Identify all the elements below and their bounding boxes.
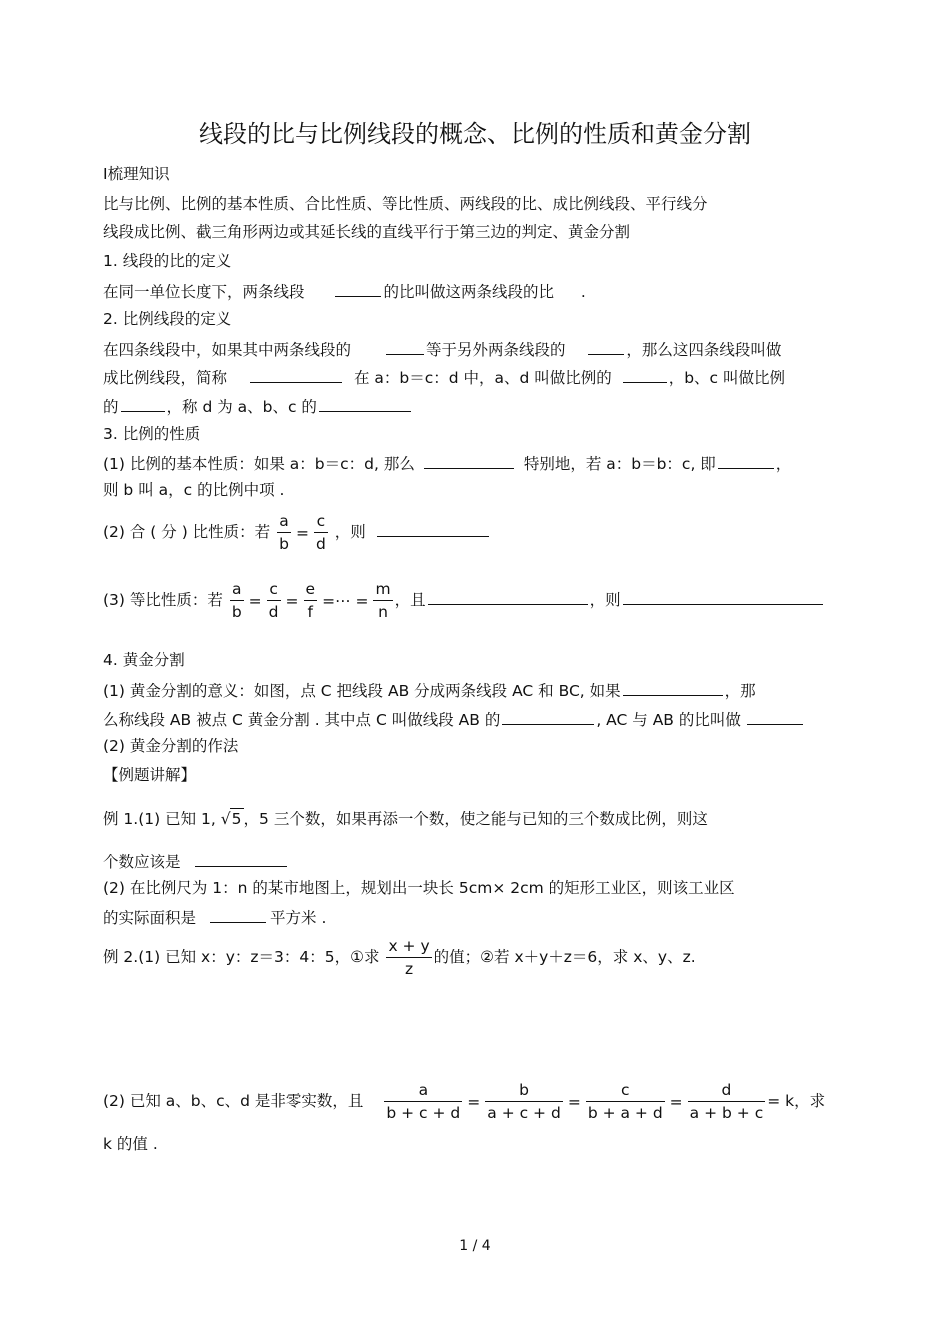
- fill-blank[interactable]: [386, 338, 424, 355]
- heading-2: 2. 比例线段的定义: [103, 310, 232, 328]
- example-2a: 例 2.(1) 已知 x：y：z＝3：4：5，①求 $\frac{x + y}{z}$ 的值；②若 x＋y＋z＝6，求 x、y、z.: [103, 937, 696, 978]
- para-3a: (1) 比例的基本性质：如果 a：b＝c：d, 那么 特别地，若 a：b＝b：c, 即 ，: [103, 452, 791, 474]
- heading-4: 4. 黄金分割: [103, 651, 185, 669]
- fraction: $\frac{x + y}{z}$: [388, 937, 430, 978]
- fraction: $\frac{d}{a + b + c}$: [689, 1081, 764, 1122]
- example-2c: k 的值 .: [103, 1135, 158, 1153]
- fill-blank[interactable]: [428, 588, 588, 605]
- example-1c: (2) 在比例尺为 1：n 的某市地图上，规划出一块长 5cm× 2cm 的矩形工业区，则该工业区: [103, 879, 735, 897]
- fill-blank[interactable]: [502, 708, 594, 725]
- para-4a: (1) 黄金分割的意义：如图，点 C 把线段 AB 分成两条线段 AC 和 BC, 如果 ，那: [103, 679, 756, 701]
- fraction: $\frac{c}{b + a + d}$: [587, 1081, 663, 1122]
- example-1d: 的实际面积是 平方米 .: [103, 906, 326, 928]
- fraction: $\frac{e}{f}$: [305, 580, 316, 621]
- para-2b: 成比例线段，简称 在 a：b＝c：d 中，a、d 叫做比例的 ，b、c 叫做比例: [103, 366, 785, 388]
- fill-blank[interactable]: [718, 452, 774, 469]
- section-heading: Ⅰ梳理知识: [103, 165, 170, 183]
- fill-blank[interactable]: [623, 366, 667, 383]
- example-2b: (2) 已知 a、b、c、d 是非零实数，且 $\frac{a}{b + c + d}$ = $\frac{b}{a + c + d}$ = $\frac{c}{b + a + d}$ = $\frac{d}{a + b + c}$ = k，求: [103, 1081, 826, 1122]
- fill-blank[interactable]: [623, 588, 823, 605]
- fill-blank[interactable]: [210, 906, 266, 923]
- property-3: (3) 等比性质：若 $\frac{a}{b}$ = $\frac{c}{d}$ = $\frac{e}{f}$ =⋯ = $\frac{m}{n}$ ，且 ，则: [103, 578, 823, 623]
- property-2: (2) 合 ( 分 ) 比性质：若 $\frac{a}{b}$ = $\frac{c}{d}$ ，则: [103, 510, 489, 555]
- heading-3: 3. 比例的性质: [103, 425, 201, 443]
- fill-blank[interactable]: [747, 708, 803, 725]
- page-title: 线段的比与比例线段的概念、比例的性质和黄金分割: [199, 120, 751, 148]
- para-1: 在同一单位长度下，两条线段 的比叫做这两条线段的比 .: [103, 280, 586, 302]
- overview-line-2: 线段成比例、截三角形两边或其延长线的直线平行于第三边的判定、黄金分割: [103, 223, 631, 241]
- fill-blank[interactable]: [588, 338, 624, 355]
- examples-heading: 【例题讲解】: [103, 766, 197, 784]
- heading-1: 1. 线段的比的定义: [103, 252, 232, 270]
- fill-blank[interactable]: [250, 366, 342, 383]
- page-number: 1 / 4: [459, 1238, 491, 1254]
- fill-blank[interactable]: [335, 280, 381, 297]
- overview-line-1: 比与比例、比例的基本性质、合比性质、等比性质、两线段的比、成比例线段、平行线分: [103, 195, 708, 213]
- fraction: $\frac{a}{b}$: [231, 580, 242, 621]
- para-4b: 么称线段 AB 被点 C 黄金分割 . 其中点 C 叫做线段 AB 的 , AC 与 AB 的比叫做: [103, 708, 803, 730]
- fraction: $\frac{c}{d}$: [268, 580, 279, 621]
- fraction: $\frac{m}{n}$: [375, 580, 391, 621]
- fraction: $\frac{b}{a + c + d}$: [487, 1081, 561, 1122]
- fill-blank[interactable]: [424, 452, 514, 469]
- sqrt-symbol: √: [220, 810, 231, 828]
- fill-blank[interactable]: [319, 395, 411, 412]
- fraction: $\frac{c}{d}$: [315, 512, 326, 553]
- fraction: $\frac{a}{b + c + d}$: [386, 1081, 461, 1122]
- para-4c: (2) 黄金分割的作法: [103, 737, 239, 755]
- fill-blank[interactable]: [377, 520, 489, 537]
- example-1a: 例 1.(1) 已知 1, √5 ，5 三个数，如果再添一个数，使之能与已知的三个数成比例，则这: [103, 810, 708, 828]
- fraction: $\frac{a}{b}$: [279, 512, 289, 553]
- fill-blank[interactable]: [623, 679, 723, 696]
- fill-blank[interactable]: [121, 395, 165, 412]
- para-2a: 在四条线段中，如果其中两条线段的 等于另外两条线段的 ，那么这四条线段叫做: [103, 338, 781, 360]
- example-1b: 个数应该是: [103, 850, 287, 872]
- para-2c: 的 ，称 d 为 a、b、c 的: [103, 395, 411, 417]
- para-3b: 则 b 叫 a，c 的比例中项 .: [103, 481, 285, 499]
- fill-blank[interactable]: [195, 850, 287, 867]
